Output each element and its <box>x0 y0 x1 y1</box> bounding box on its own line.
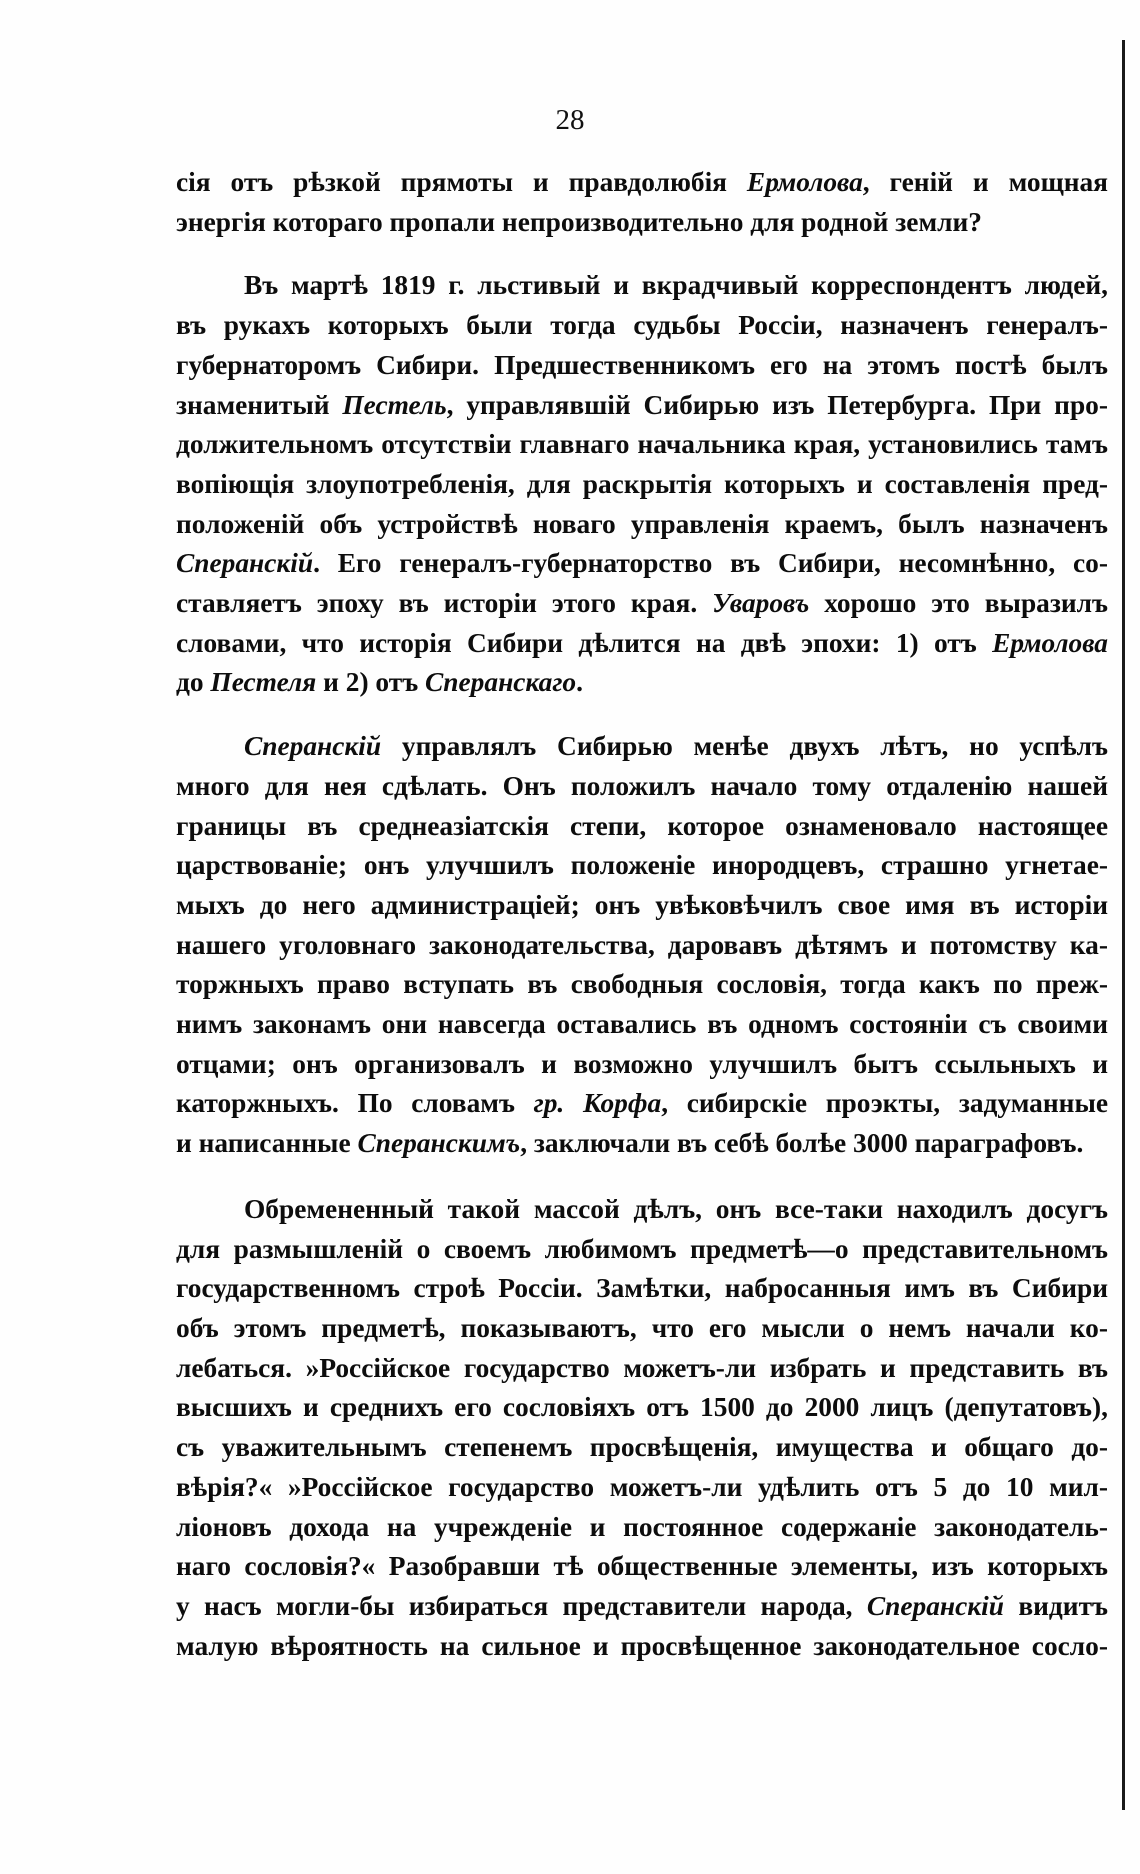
text-line <box>176 1388 1108 1428</box>
text-run: хорошо это выразилъ <box>809 588 1108 619</box>
text-run: для размышленій о своемъ любимомъ предметѣ—о представительномъ <box>176 1233 1108 1264</box>
text-run: видитъ <box>1004 1590 1108 1621</box>
paragraph <box>176 266 1108 703</box>
text-line <box>176 926 1108 966</box>
text-run: , заключали въ себѣ болѣе 3000 параграфовъ. <box>520 1128 1084 1159</box>
text-line <box>176 203 1108 243</box>
text-line <box>176 1508 1108 1548</box>
text-run: нашего уголовнаго законодательства, даровавъ дѣтямъ и потомству ка- <box>176 929 1108 960</box>
text-line <box>176 505 1108 545</box>
text-line <box>176 1627 1108 1667</box>
italic-name: Сперанскій <box>866 1590 1004 1621</box>
text-run: границы въ среднеазіатскія степи, которое ознаменовало настоящее <box>176 810 1108 841</box>
text-line <box>176 846 1108 886</box>
text-line <box>176 1045 1108 1085</box>
text-run: Въ мартѣ 1819 г. льстивый и вкрадчивый корреспондентъ людей, <box>244 270 1108 301</box>
text-line <box>176 1230 1108 1270</box>
text-line <box>176 1269 1108 1309</box>
text-run: съ уважительнымъ степенемъ просвѣщенія, имущества и общаго до- <box>176 1432 1108 1463</box>
text-run: сія отъ рѣзкой прямоты и правдолюбія <box>176 167 747 197</box>
text-run: управлялъ Сибирью менѣе двухъ лѣтъ, но успѣлъ <box>381 731 1108 762</box>
text-run: наго сословія?« Разобравши тѣ общественные элементы, изъ которыхъ <box>176 1551 1108 1582</box>
text-run: до <box>176 667 211 698</box>
text-line <box>176 1428 1108 1468</box>
text-run: губернаторомъ Сибири. Предшественникомъ его на этомъ постѣ былъ <box>176 349 1108 380</box>
paragraph <box>176 727 1108 1164</box>
text-line <box>176 306 1108 346</box>
text-line <box>176 465 1108 505</box>
text-run: объ этомъ предметѣ, показываютъ, что его мысли о немъ начали ко- <box>176 1312 1108 1343</box>
text-run: . Его генералъ-губернаторство въ Сибири, несомнѣнно, со- <box>313 548 1108 579</box>
page-edge-rule <box>1122 40 1125 1810</box>
text-run: знаменитый <box>176 389 343 420</box>
text-line <box>176 965 1108 1005</box>
text-run: должительномъ отсутствіи главнаго начальника края, установились тамъ <box>176 429 1108 460</box>
text-run: ліоновъ дохода на учрежденіе и постоянное содержаніе законодатель- <box>176 1511 1108 1542</box>
text-line <box>176 1124 1108 1164</box>
text-line <box>176 346 1108 386</box>
text-line <box>176 1190 1108 1230</box>
text-run: , сибирскіе проэкты, задуманные <box>661 1088 1108 1119</box>
italic-name: Сперанскаго <box>425 667 577 698</box>
text-run: торжныхъ право вступать въ свободныя сословія, тогда какъ по преж- <box>176 969 1108 1000</box>
text-run: высшихъ и среднихъ его сословіяхъ отъ 1500 до 2000 лицъ (депутатовъ), <box>176 1392 1108 1423</box>
italic-name: Ермолова <box>746 167 863 197</box>
text-run: вопіющія злоупотребленія, для раскрытія которыхъ и составленія пред- <box>176 468 1108 499</box>
text-run: государственномъ строѣ Россіи. Замѣтки, набросанныя имъ въ Сибири <box>176 1273 1108 1304</box>
text-line <box>176 544 1108 584</box>
text-run: царствованіе; онъ улучшилъ положеніе инородцевъ, страшно угнетае- <box>176 850 1108 881</box>
text-run: лебаться. »Россійское государство можетъ-ли избрать и представить въ <box>176 1352 1108 1383</box>
text-line <box>176 663 1108 703</box>
text-run: нимъ законамъ они навсегда оставались въ одномъ состояніи съ своими <box>176 1009 1108 1040</box>
text-run: вѣрія?« »Россійское государство можетъ-ли удѣлить отъ 5 до 10 мил- <box>176 1471 1108 1502</box>
body-text <box>176 163 1108 1666</box>
text-run: Обремененный такой массой дѣлъ, онъ все-таки находилъ досугъ <box>244 1193 1108 1224</box>
italic-name: Ермолова <box>992 627 1108 658</box>
text-line <box>176 386 1108 426</box>
text-line <box>176 1084 1108 1124</box>
text-line <box>176 807 1108 847</box>
italic-name: Пестеля <box>210 667 317 698</box>
text-line <box>176 584 1108 624</box>
text-line <box>176 727 1108 767</box>
paragraph-gap <box>176 242 1108 266</box>
italic-name: Пестель <box>342 389 447 420</box>
text-line <box>176 1005 1108 1045</box>
italic-name: гр. Корфа <box>533 1088 662 1119</box>
text-run: положеній объ устройствѣ новаго управленія краемъ, былъ назначенъ <box>176 508 1108 539</box>
text-run: . <box>576 667 583 698</box>
text-run: и написанные <box>176 1128 358 1159</box>
text-line <box>176 163 1108 203</box>
italic-name: Уваровъ <box>712 588 810 619</box>
text-run: , управлявшій Сибирью изъ Петербурга. При про- <box>446 389 1108 420</box>
text-run: въ рукахъ которыхъ были тогда судьбы Россіи, назначенъ генералъ- <box>176 310 1108 341</box>
text-line <box>176 425 1108 465</box>
italic-name: Сперанскимъ <box>357 1128 521 1159</box>
text-run: каторжныхъ. По словамъ <box>176 1088 534 1119</box>
text-line <box>176 1309 1108 1349</box>
italic-name: Сперанскій <box>176 548 314 579</box>
text-run: у насъ могли-бы избираться представители народа, <box>176 1590 867 1621</box>
paragraph <box>176 1190 1108 1666</box>
text-line <box>176 1468 1108 1508</box>
text-run: , геній и мощная <box>862 167 1108 197</box>
text-line <box>176 1547 1108 1587</box>
text-line <box>176 886 1108 926</box>
paragraph <box>176 163 1108 242</box>
paragraph-gap <box>176 1164 1108 1190</box>
text-run: словами, что исторія Сибири дѣлится на двѣ эпохи: 1) отъ <box>176 627 993 658</box>
text-line <box>176 624 1108 664</box>
paragraph-gap <box>176 703 1108 727</box>
text-line <box>176 266 1108 306</box>
page-number: 28 <box>555 104 585 136</box>
text-run: отцами; онъ организовалъ и возможно улучшилъ бытъ ссыльныхъ и <box>176 1048 1108 1079</box>
text-run: малую вѣроятность на сильное и просвѣщенное законодательное сосло- <box>176 1630 1108 1661</box>
text-run: энергія котораго пропали непроизводительно для родной земли? <box>176 206 982 237</box>
text-line <box>176 1587 1108 1627</box>
text-run: много для нея сдѣлать. Онъ положилъ начало тому отдаленію нашей <box>176 770 1108 801</box>
text-line <box>176 1349 1108 1389</box>
italic-name: Сперанскій <box>244 731 382 762</box>
text-line <box>176 767 1108 807</box>
text-run: и 2) отъ <box>316 667 426 698</box>
text-run: ставляетъ эпоху въ исторіи этого края. <box>176 588 713 619</box>
text-run: мыхъ до него администраціей; онъ увѣковѣчилъ свое имя въ исторіи <box>176 889 1108 920</box>
